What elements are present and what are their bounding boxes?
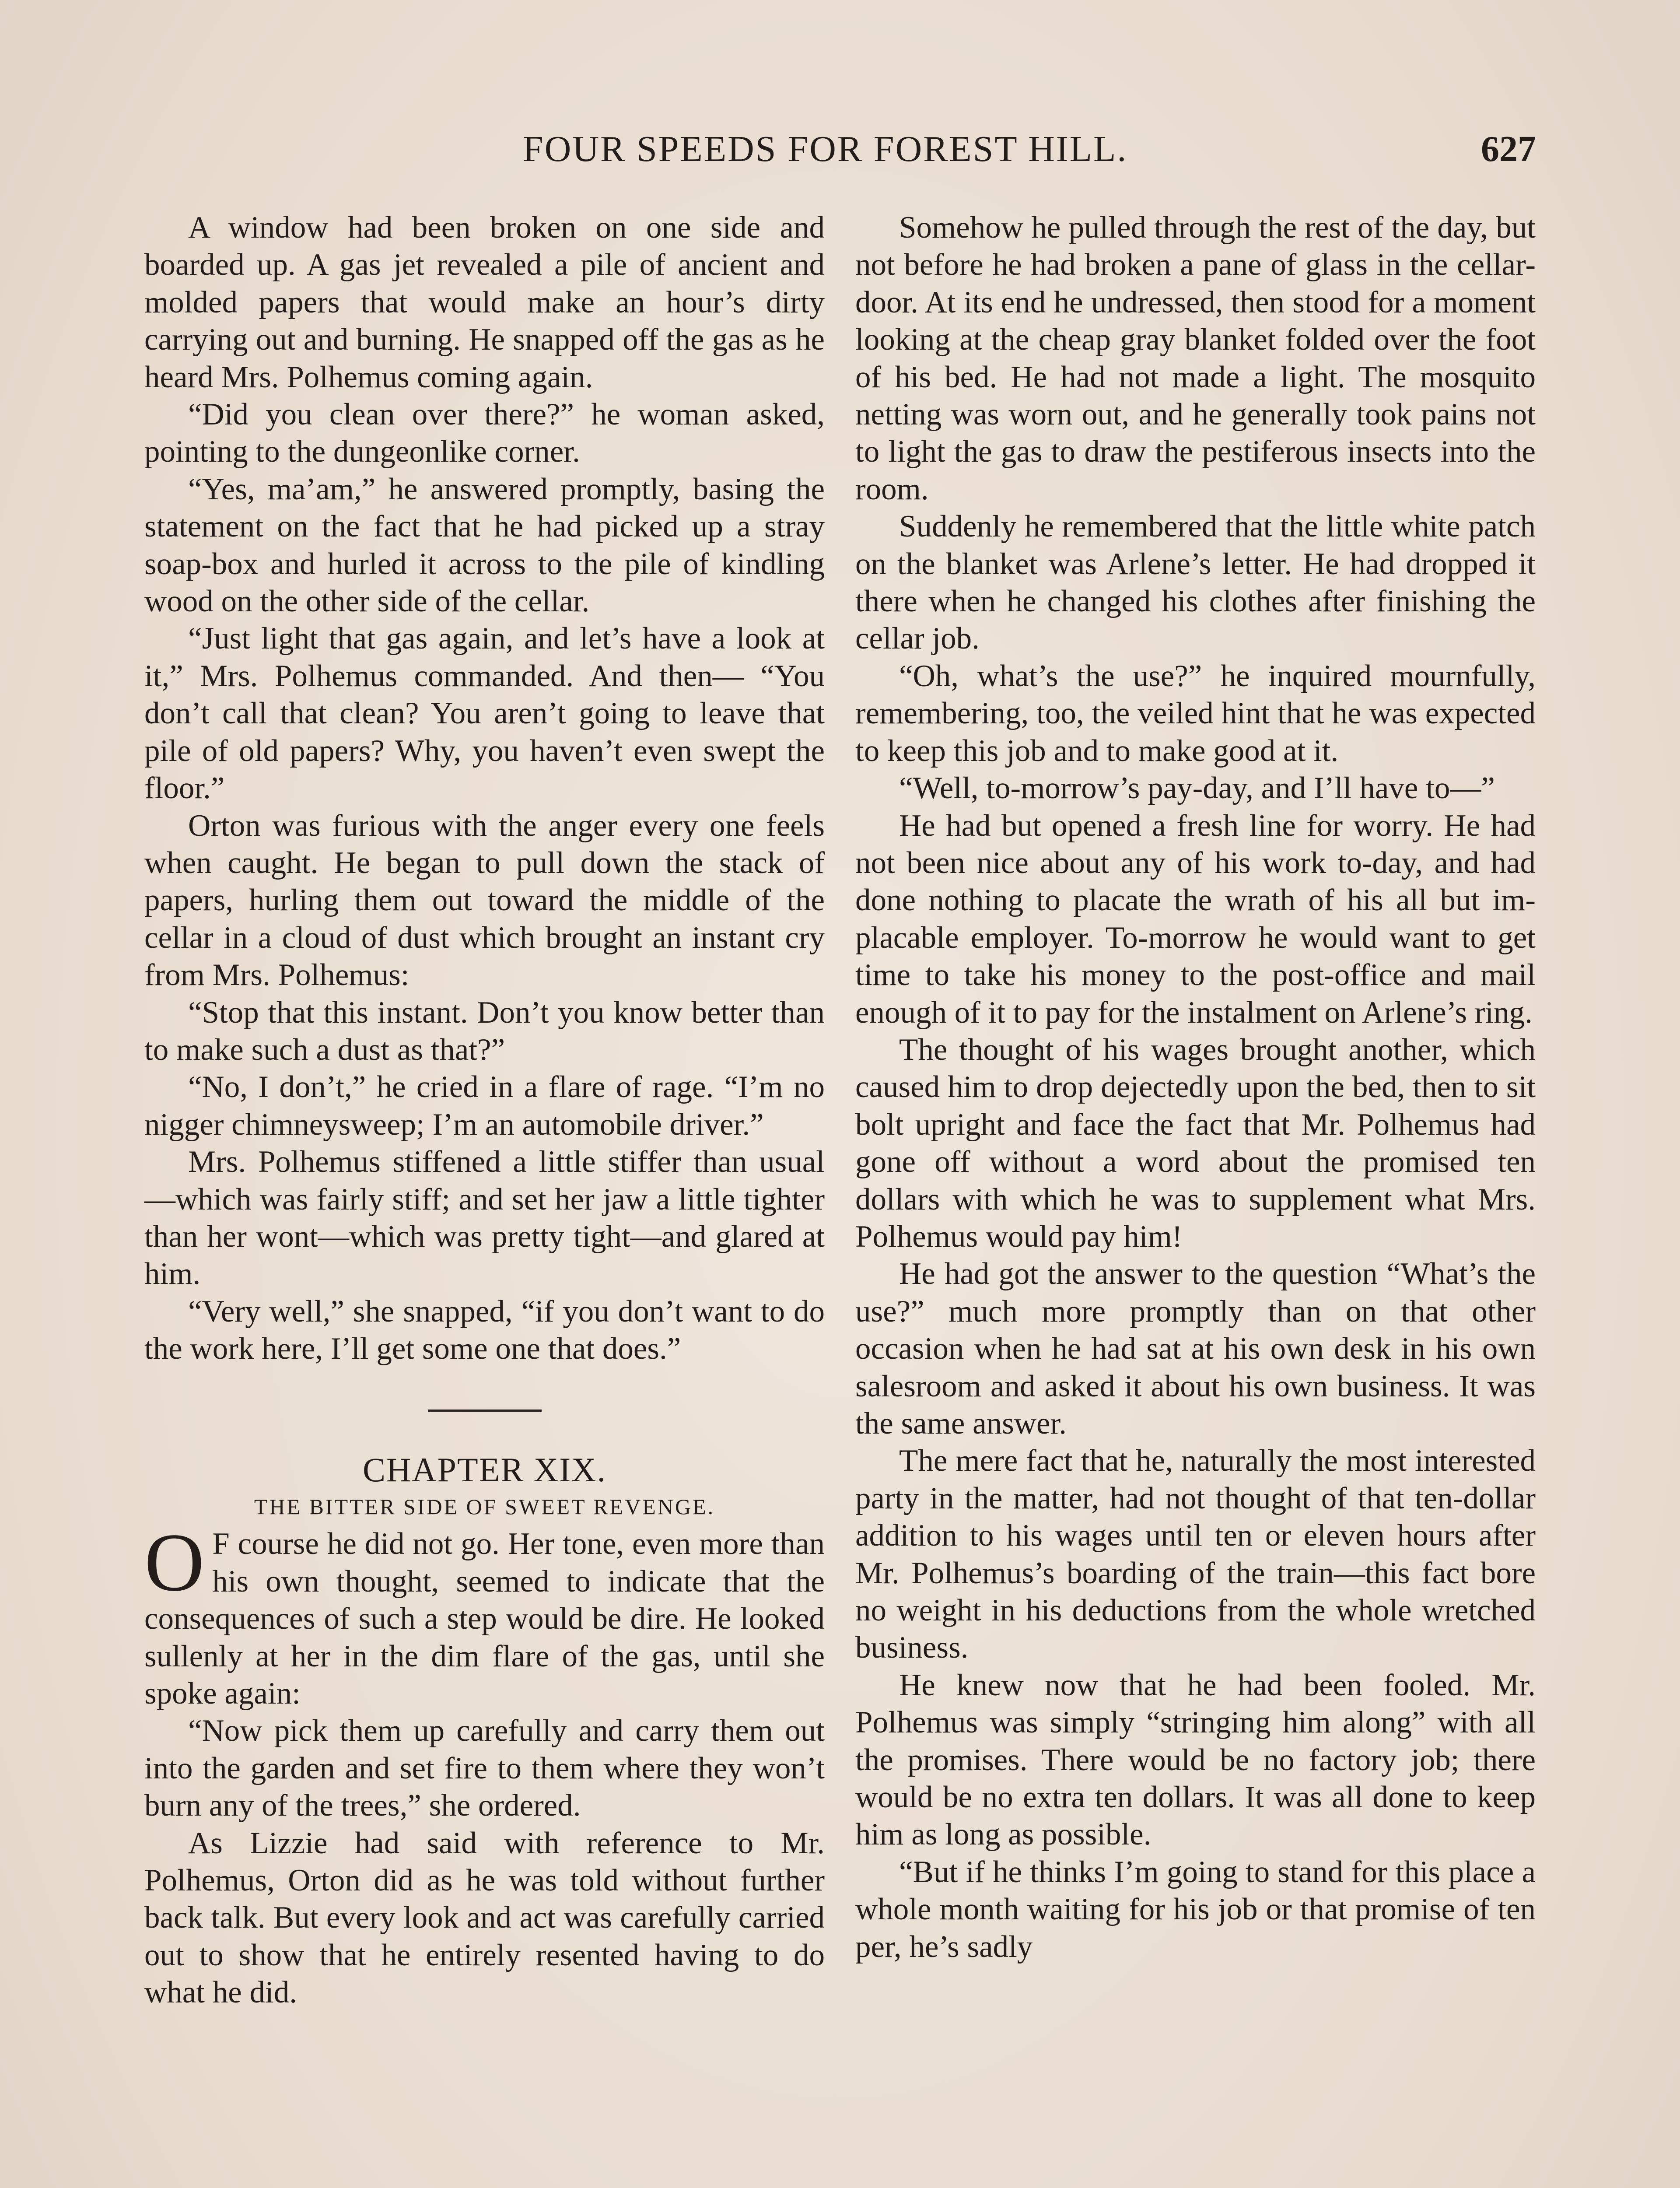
paragraph: “Did you clean over there?” he woman asked, pointing to the dungeonlike corner. <box>144 397 825 469</box>
paragraph: Suddenly he remembered that the little white patch on the blanket was Arlene’s letter. He had dropped it there when he changed his clothes after finishing the cellar job. <box>855 509 1536 656</box>
chapter-opening-paragraph <box>144 1517 825 1712</box>
chapter-title: CHAPTER XIX. <box>362 1450 606 1489</box>
paragraph: “Well, to-morrow’s pay-day, and I’ll have to—” <box>899 771 1495 806</box>
paragraph: “But if he thinks I’m going to stand for this place a whole month waiting for his job or that promise of ten per, he’s sadly <box>855 1855 1536 1964</box>
section-divider <box>428 1410 542 1412</box>
running-title: FOUR SPEEDS FOR FOREST HILL. <box>523 129 1128 169</box>
chapter-opening-text: F course he did not go. Her tone, even more than his own thought, seemed to indicate that the consequences of such a step would be dire. He looked sullenly at her in the dim flare of the gas, until she spoke again: <box>144 1527 825 1711</box>
paragraph: Orton was furious with the anger every one feels when caught. He began to pull down the stack of papers, hurling them out toward the middle of the cellar in a cloud of dust which brought an instant cry from Mrs. Polhemus: <box>144 808 825 992</box>
chapter-subtitle: THE BITTER SIDE OF SWEET REVENGE. <box>254 1494 715 1519</box>
paragraph: “Just light that gas again, and let’s have a look at it,” Mrs. Polhemus commanded. And then— “You don’t call that clean? You aren’t going to leave that pile of old papers? Why, you haven’t even swept the floor.” <box>144 621 825 806</box>
paragraph: The thought of his wages brought another, which caused him to drop dejectedly upon the bed, then to sit bolt upright and face the fact that Mr. Polhemus had gone off without a word about the promised ten dollars with which he was to supplement what Mrs. Polhemus would pay him! <box>855 1032 1536 1254</box>
left-column <box>144 209 825 2012</box>
paragraph: “Oh, what’s the use?” he inquired mournfully, remembering, too, the veiled hint that he was expected to keep this job and to make good at it. <box>855 659 1536 768</box>
paragraph: Somehow he pulled through the rest of the day, but not before he had broken a pane of glass in the cellar-door. At its end he undressed, then stood for a moment looking at the cheap gray blanket folded over the foot of his bed. He had not made a light. The mosquito netting was worn out, and he generally took pains not to light the gas to draw the pestiferous insects into the room. <box>855 210 1536 506</box>
paragraph: The mere fact that he, naturally the most interested party in the matter, had not thought of that ten-dollar addition to his wages until ten or eleven hours after Mr. Polhemus’s boarding of the train—this fact bore no weight in his deductions from the whole wretched business. <box>855 1444 1536 1665</box>
paragraph: He knew now that he had been fooled. Mr. Polhemus was simply “stringing him along” with all the promises. There would be no factory job; there would be no extra ten dollars. It was all done to keep him as long as possible. <box>855 1668 1536 1852</box>
paragraph: He had got the answer to the question “What’s the use?” much more promptly than on that other occasion when he had sat at his own desk in his own salesroom and asked it about his own business. It was the same answer. <box>855 1257 1536 1441</box>
paragraph: “Now pick them up carefully and carry them out into the garden and set fire to them where they won’t burn any of the trees,” she ordered. <box>144 1714 825 1823</box>
page-number: 627 <box>1481 129 1536 169</box>
drop-cap: O <box>144 1517 205 1609</box>
paragraph: “Yes, ma’am,” he answered promptly, basing the statement on the fact that he had picked up a stray soap-box and hurled it across to the pile of kindling wood on the other side of the cellar. <box>144 472 825 619</box>
paragraph: As Lizzie had said with reference to Mr. Polhemus, Orton did as he was told without further back talk. But every look and act was carefully carried out to show that he entirely resented having to do what he did. <box>144 1826 825 2010</box>
paragraph: “No, I don’t,” he cried in a flare of rage. “I’m no nigger chimneysweep; I’m an automobile driver.” <box>144 1070 825 1142</box>
page-header <box>0 128 1680 185</box>
paragraph: “Very well,” she snapped, “if you don’t want to do the work here, I’ll get some one that does.” <box>144 1294 825 1366</box>
paragraph: He had but opened a fresh line for worry. He had not been nice about any of his work to-day, and had done nothing to placate the wrath of his all but implacable employer. To-morrow he would want to get time to take his money to the post-office and mail enough of it to pay for the instalment on Arlene’s ring. <box>855 808 1536 1030</box>
paragraph: Mrs. Polhemus stiffened a little stiffer than usual—which was fairly stiff; and set her jaw a little tighter than her wont—which was pretty tight—and glared at him. <box>144 1145 825 1291</box>
paragraph: A window had been broken on one side and boarded up. A gas jet revealed a pile of ancient and molded papers that would make an hour’s dirty carrying out and burning. He snapped off the gas as he heard Mrs. Polhemus coming again. <box>144 210 825 394</box>
right-column <box>855 209 1536 1966</box>
paragraph: “Stop that this instant. Don’t you know better than to make such a dust as that?” <box>144 995 825 1067</box>
